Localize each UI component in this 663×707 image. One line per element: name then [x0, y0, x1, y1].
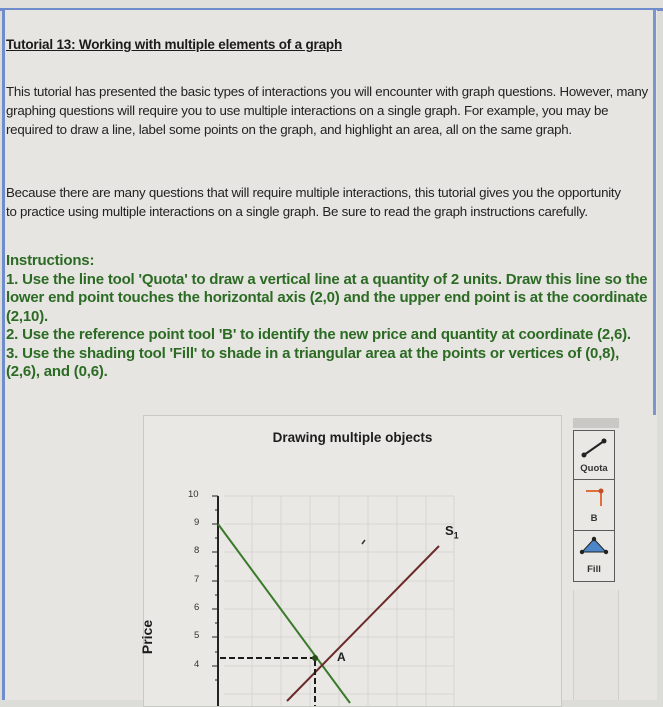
graph-title: Drawing multiple objects — [272, 430, 433, 445]
fill-triangle-icon — [578, 535, 610, 559]
instructions-heading: Instructions: — [6, 252, 95, 269]
tool-quota-label: Quota — [580, 463, 608, 474]
tool-b[interactable] — [573, 479, 615, 531]
y-axis-label: Price — [139, 619, 156, 655]
stray-mark — [362, 540, 365, 544]
practice-paragraph: Because there are many questions that will require multiple interactions, this tutorial gives you the opportunity to practice using multiple interactions on a single graph. Be sure to read the graph instructions carefully. — [6, 185, 621, 219]
tool-quota[interactable] — [573, 430, 615, 480]
y-tick-8: 8 — [194, 545, 200, 556]
instructions-block — [6, 252, 651, 382]
y-tick-4: 4 — [194, 659, 200, 670]
y-tick-5: 5 — [194, 630, 200, 641]
tool-fill-label: Fill — [587, 564, 601, 575]
line-tool-icon — [578, 435, 610, 459]
tool-palette — [573, 430, 615, 700]
reference-point-icon — [578, 484, 610, 508]
equilibrium-point-a[interactable] — [312, 655, 318, 661]
grid — [224, 496, 454, 706]
intro-paragraph: This tutorial has presented the basic types of interactions you will encounter with graph questions. However, many graphing questions will require you to use multiple interactions on a single graph. For example, you may be required to draw a line, label some points on the graph, and highlight an area, all on the same graph. — [6, 84, 648, 137]
demand-line[interactable] — [218, 524, 350, 703]
y-tick-6: 6 — [194, 602, 200, 613]
y-tick-7: 7 — [194, 574, 200, 585]
tool-b-label: B — [590, 513, 598, 524]
instruction-step-2: 2. Use the reference point tool 'B' to identify the new price and quantity at coordinate (2,6). — [6, 326, 631, 343]
tool-fill[interactable] — [573, 530, 615, 582]
graph-canvas[interactable] — [144, 416, 561, 706]
tutorial-title: Tutorial 13: Working with multiple elements of a graph — [6, 37, 342, 52]
y-tick-10: 10 — [188, 489, 199, 500]
right-border — [653, 10, 656, 415]
instruction-step-3: 3. Use the shading tool 'Fill' to shade in a triangular area at the points or vertices of (0,8), (2,6), and (0,6). — [6, 344, 620, 380]
instruction-step-1: 1. Use the line tool 'Quota' to draw a vertical line at a quantity of 2 units. Draw this line so the lower end point touches the horizontal axis (2,0) and the upper end point is at the coordinate (2,10). — [6, 270, 648, 325]
graph-panel[interactable] — [139, 415, 562, 707]
supply-label: $S_1$ — [445, 523, 459, 541]
y-tick-9: 9 — [194, 517, 200, 528]
tool-palette-scroll-up[interactable] — [573, 418, 619, 428]
point-a-label: A — [337, 650, 346, 664]
